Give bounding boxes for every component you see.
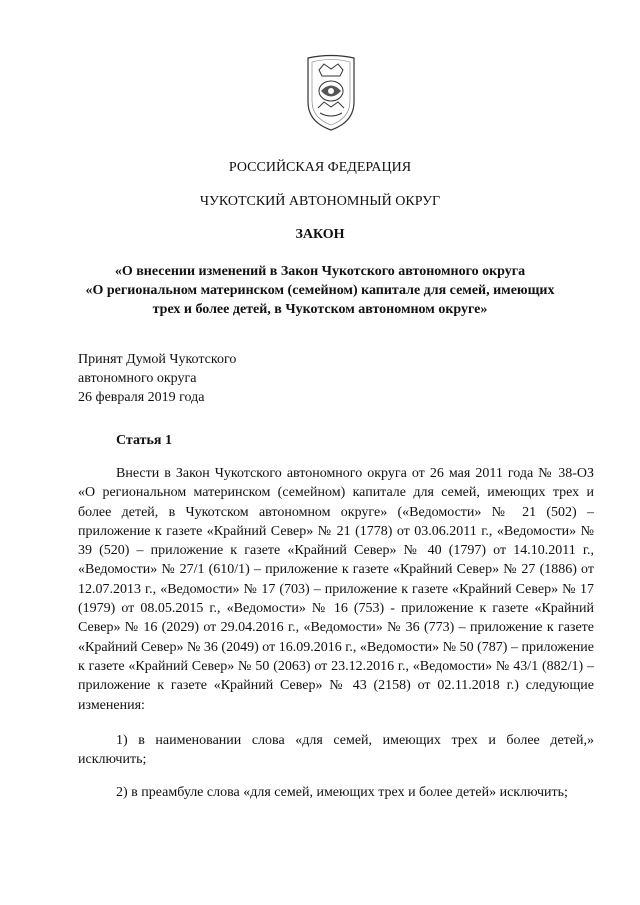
amendment-item-2: 2) в преамбуле слова «для семей, имеющих трех и более детей» исключить;: [116, 785, 568, 800]
adoption-line: автономного округа: [78, 371, 197, 386]
country-heading: РОССИЙСКАЯ ФЕДЕРАЦИЯ: [228, 160, 412, 175]
document-type-heading: ЗАКОН: [295, 227, 345, 242]
adoption-date: 26 февраля 2019 года: [78, 390, 205, 405]
law-title: [0, 262, 640, 319]
adoption-line: Принят Думой Чукотского: [78, 352, 237, 367]
region-heading: ЧУКОТСКИЙ АВТОНОМНЫЙ ОКРУГ: [199, 194, 441, 209]
law-title-line: трех и более детей, в Чукотском автономном округе»: [152, 302, 488, 317]
article-paragraph: Внести в Закон Чукотского автономного округа от 26 мая 2011 года № 38-ОЗ «О региональном материнском (семейном) капитале для семей, имеющих трех и более детей, в Чукотском автономном округе» («Ведомости» № 21 (502) – приложение к газете «Крайний Север» № 21 (1778) от 03.06.2011 г., «Ведомости» № 39 (520) – приложение к газете «Крайний Север» № 40 (1797) от 14.10.2011 г., «Ведомости» № 27/1 (610/1) – приложение к газете «Крайний Север» № 27 (1886) от 12.07.2013 г., «Ведомости» № 17 (703) – приложение к газете «Крайний Север» № 17 (1979) от 08.05.2015 г., «Ведомости» № 16 (753) - приложение к газете «Крайний Север» № 16 (2029) от 29.04.2016 г., «Ведомости» № 36 (773) – приложение к газете «Крайний Север» № 36 (2049) от 16.09.2016 г., «Ведомости» № 50 (787) – приложение к газете «Крайний Север» № 50 (2063) от 23.12.2016 г., «Ведомости» № 43/1 (882/1) – приложение к газете «Крайний Север» № 43 (2158) от 02.11.2018 г.) следующие изменения:: [78, 466, 594, 713]
amendment-item-1: 1) в наименовании слова «для семей, имеющих трех и более детей,» исключить;: [78, 733, 594, 768]
adoption-info: [78, 350, 236, 407]
law-title-line: «О региональном материнском (семейном) капитале для семей, имеющих: [85, 283, 555, 298]
article-heading: Статья 1: [116, 433, 172, 448]
law-title-line: «О внесении изменений в Закон Чукотского автономного округа: [114, 264, 526, 279]
coat-of-arms-emblem: [302, 50, 360, 134]
